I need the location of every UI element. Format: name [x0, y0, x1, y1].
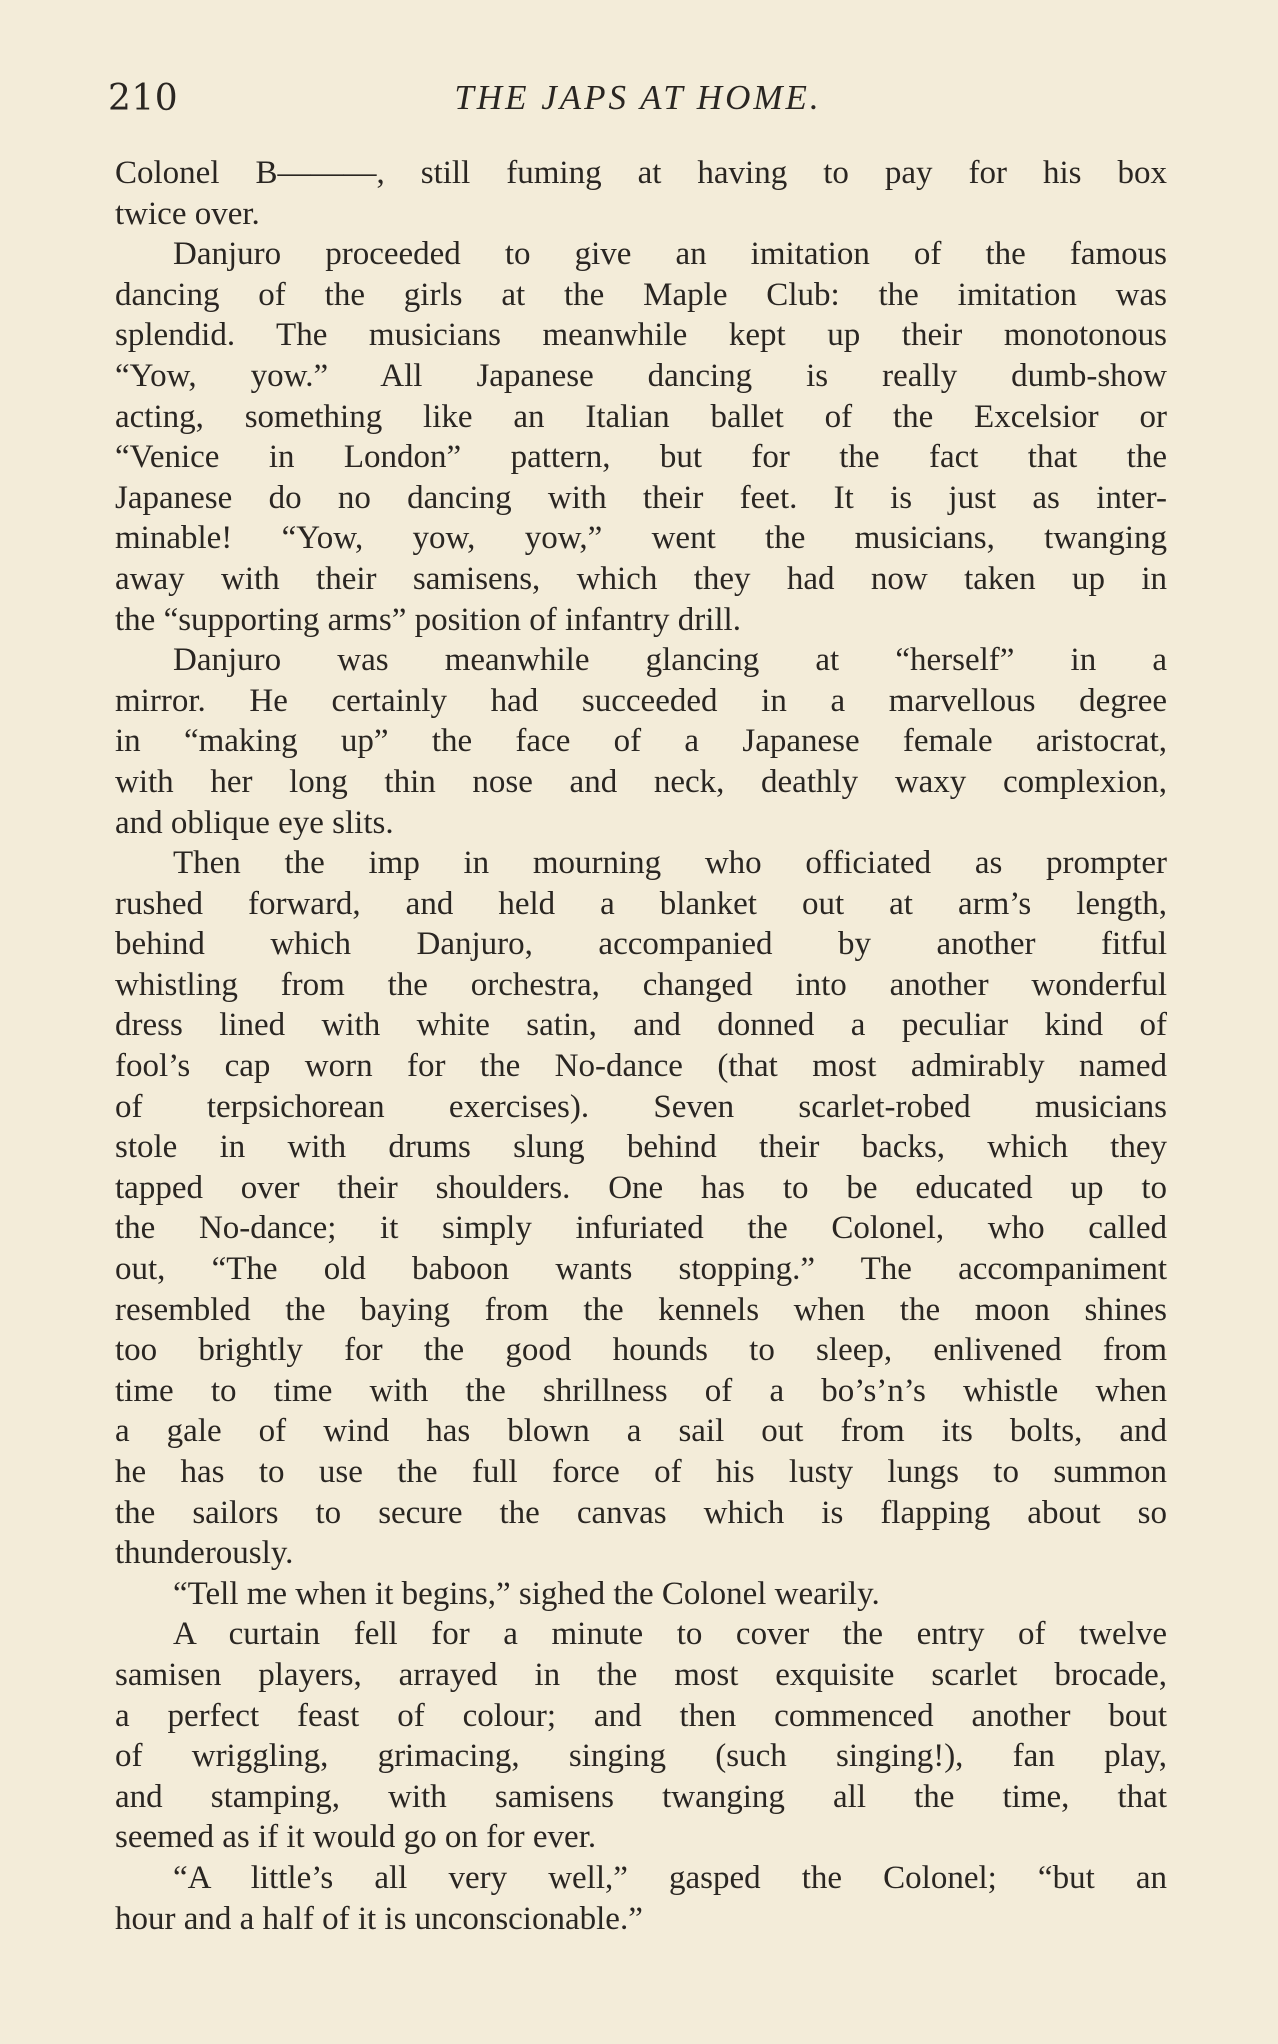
text-line: dress lined with white satin, and donned a peculiar kind of: [115, 1007, 1167, 1044]
body-text: [115, 153, 1167, 1939]
text-line: thunderously.: [115, 1535, 294, 1572]
text-line: samisen players, arrayed in the most exquisite scarlet brocade,: [115, 1656, 1167, 1693]
text-line: whistling from the orchestra, changed into another wonderful: [115, 966, 1167, 1003]
text-line: “Venice in London” pattern, but for the fact that the: [115, 439, 1167, 476]
text-line: and oblique eye slits.: [115, 804, 394, 841]
page-header: [108, 78, 1168, 128]
page-number: 210: [108, 78, 179, 119]
text-line: away with their samisens, which they had now taken up in: [115, 560, 1167, 597]
text-line: Japanese do no dancing with their feet. It is just as inter-: [115, 479, 1167, 516]
text-line: “A little’s all very well,” gasped the Colonel; “but an: [173, 1859, 1167, 1896]
text-line: acting, something like an Italian ballet of the Excelsior or: [115, 398, 1167, 435]
text-line: the No-dance; it simply infuriated the Colonel, who called: [115, 1210, 1167, 1247]
text-line: seemed as if it would go on for ever.: [115, 1819, 597, 1856]
text-line: behind which Danjuro, accompanied by another fitful: [115, 926, 1167, 963]
text-line: Danjuro was meanwhile glancing at “herself” in a: [173, 642, 1167, 679]
text-line: dancing of the girls at the Maple Club: the imitation was: [115, 276, 1167, 313]
text-line: “Tell me when it begins,” sighed the Colonel wearily.: [173, 1575, 880, 1612]
text-line: the sailors to secure the canvas which is flapping about so: [115, 1494, 1167, 1531]
text-line: splendid. The musicians meanwhile kept up their monotonous: [115, 317, 1167, 354]
text-line: of wriggling, grimacing, singing (such singing!), fan play,: [115, 1738, 1167, 1775]
text-line: “Yow, yow.” All Japanese dancing is really dumb-show: [115, 357, 1167, 394]
text-line: out, “The old baboon wants stopping.” The accompaniment: [115, 1251, 1167, 1288]
text-line: Colonel B———, still fuming at having to pay for his box: [115, 155, 1167, 191]
text-line: hour and a half of it is unconscionable.”: [115, 1900, 643, 1937]
text-line: in “making up” the face of a Japanese female aristocrat,: [115, 723, 1167, 760]
text-line: Danjuro proceeded to give an imitation of the famous: [173, 236, 1167, 273]
text-line: rushed forward, and held a blanket out at arm’s length,: [115, 885, 1167, 922]
text-line: too brightly for the good hounds to sleep, enlivened from: [115, 1332, 1167, 1369]
text-line: twice over.: [115, 195, 260, 232]
text-line: resembled the baying from the kennels when the moon shines: [115, 1291, 1167, 1328]
text-line: a gale of wind has blown a sail out from its bolts, and: [115, 1413, 1167, 1450]
text-line: and stamping, with samisens twanging all the time, that: [115, 1778, 1167, 1815]
text-line: time to time with the shrillness of a bo’s’n’s whistle when: [115, 1372, 1167, 1409]
text-line: fool’s cap worn for the No-dance (that most admirably named: [115, 1048, 1167, 1085]
text-line: with her long thin nose and neck, deathly waxy complexion,: [115, 763, 1167, 800]
text-line: the “supporting arms” position of infantry drill.: [115, 601, 741, 638]
text-line: of terpsichorean exercises). Seven scarlet-robed musicians: [115, 1088, 1167, 1125]
text-line: A curtain fell for a minute to cover the entry of twelve: [173, 1616, 1167, 1653]
running-title: THE JAPS AT HOME.: [454, 78, 822, 117]
text-line: stole in with drums slung behind their backs, which they: [115, 1129, 1167, 1166]
text-line: a perfect feast of colour; and then commenced another bout: [115, 1697, 1167, 1734]
text-line: Then the imp in mourning who officiated as prompter: [173, 845, 1167, 882]
text-line: minable! “Yow, yow, yow,” went the musicians, twanging: [115, 520, 1167, 557]
text-line: tapped over their shoulders. One has to be educated up to: [115, 1169, 1167, 1206]
text-line: he has to use the full force of his lusty lungs to summon: [115, 1454, 1167, 1490]
text-line: mirror. He certainly had succeeded in a marvellous degree: [115, 682, 1167, 719]
